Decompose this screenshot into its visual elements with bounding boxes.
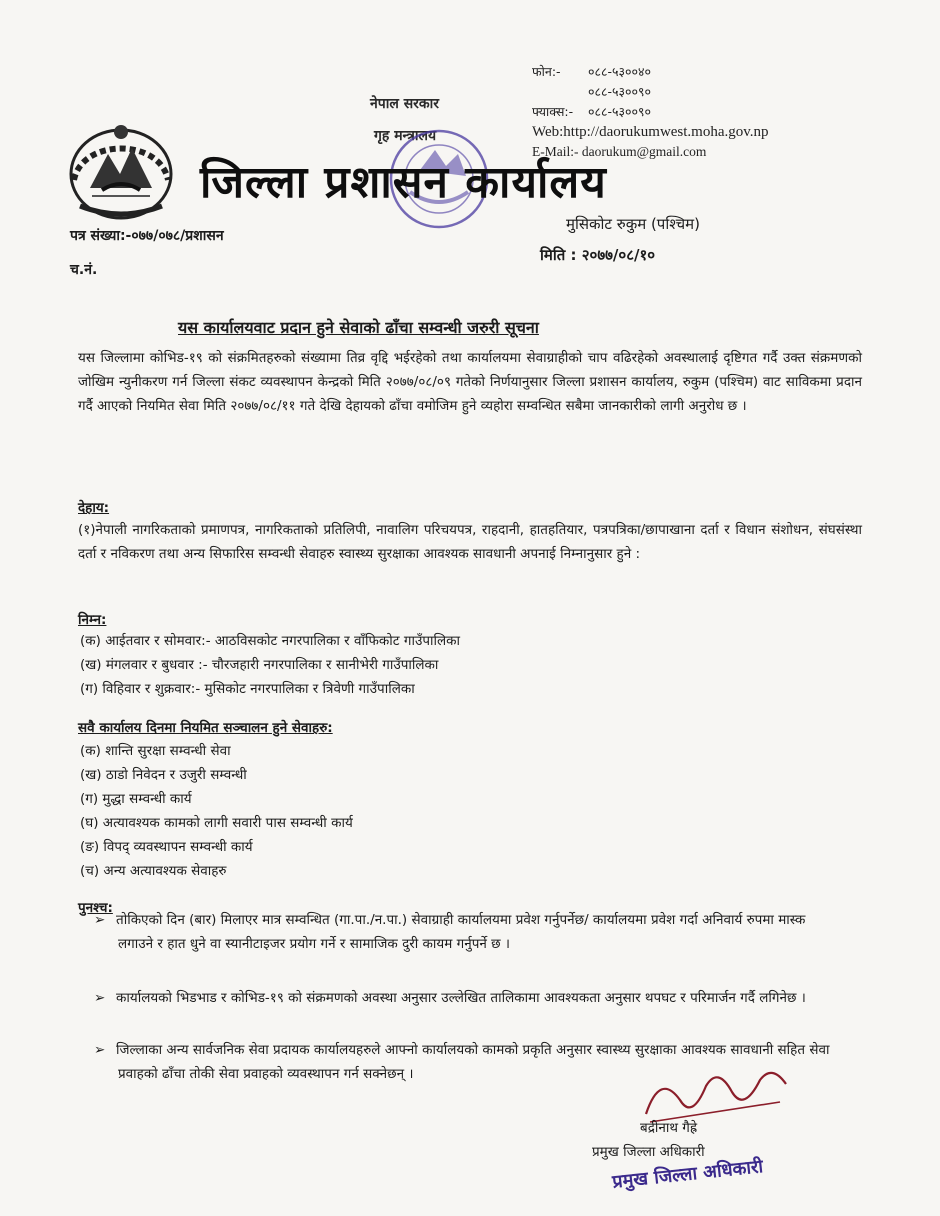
postscript-text: तोकिएको दिन (बार) मिलाएर मात्र सम्वन्धित (गा.पा./न.पा.) सेवाग्राही कार्यालयमा प्रवेश गर्नुपर्नेछ/ कार्यालयमा प्रवेश गर्दा अनिवार्य रुपमा मास्क लगाउने र हात धुने वा स्यानीटाइजर प्रयोग गर्ने र सामाजिक दुरी कायम गर्नुपर्ने छ । — [116, 912, 806, 952]
regular-service-item: (ङ) विपद् व्यवस्थापन सम्वन्धी कार्य — [80, 839, 253, 855]
phone-row-2 — [532, 82, 769, 102]
schedule-item: (क) आईतवार र सोमवार:- आठविसकोट नगरपालिका र वाँफिकोट गाउँपालिका — [80, 633, 461, 649]
letter-number: पत्र संख्या:-०७७/०७८/प्रशासन — [70, 228, 224, 244]
postscript-text: कार्यालयको भिडभाड र कोभिड-१९ को संक्रमणको अवस्था अनुसार उल्लेखित तालिकामा आवश्यकता अनुसार थपघट र परिमार्जन गर्दै लगिनेछ । — [116, 990, 806, 1006]
subject-title: यस कार्यालयवाट प्रदान हुने सेवाको ढाँचा सम्वन्धी जरुरी सूचना — [178, 318, 539, 337]
contact-block — [532, 62, 769, 162]
phone-number-2: ०८८-५३००९० — [587, 84, 651, 99]
dehay-paragraph: (१)नेपाली नागरिकताको प्रमाणपत्र, नागरिकताको प्रतिलिपी, नावालिग परिचयपत्र, राहदानी, हातहतियार, पत्रपत्रिका/छापाखाना दर्ता र विधान संशोधन, संघसंस्था दर्ता र नविकरण तथा अन्य सिफारिस सम्वन्धी सेवाहरु स्वास्थ्य सुरक्षाका आवश्यक सावधानी अपनाई निम्नानुसार हुने : — [78, 522, 862, 562]
email: E-Mail:- daorukum@gmail.com — [532, 144, 707, 159]
regular-service-item: (ख) ठाडो निवेदन र उजुरी सम्वन्धी — [80, 767, 247, 783]
phone-label: फोन:- — [532, 64, 561, 79]
arrow-bullet-icon: ➢ — [94, 990, 106, 1006]
regular-service-item: (ग) मुद्धा सम्वन्धी कार्य — [80, 791, 192, 807]
signatory-stamp: प्रमुख जिल्ला अधिकारी — [611, 1156, 765, 1193]
regular-services-heading: सवै कार्यालय दिनमा नियमित सञ्चालन हुने सेवाहरु: — [78, 720, 333, 736]
website: Web:http://daorukumwest.moha.gov.np — [532, 124, 769, 140]
regular-service-item: (क) शान्ति सुरक्षा सम्वन्धी सेवा — [80, 743, 231, 759]
office-location: मुसिकोट रुकुम (पश्चिम) — [566, 215, 700, 233]
intro-paragraph: यस जिल्लामा कोभिड-१९ को संक्रमितहरुको संख्यामा तिव्र वृद्दि भईरहेको तथा कार्यालयमा सेवाग्राहीको चाप वढिरहेको अवस्थालाई दृष्टिगत गर्दै उक्त संक्रमणको जोखिम न्युनीकरण गर्न जिल्ला संकट व्यवस्थापन केन्द्रको मिति २०७७/०८/०९ गतेको निर्णयानुसार जिल्ला प्रशासन कार्यालय, रुकुम (पश्चिम) वाट साविकमा प्रदान गर्दै आएको नियमित सेवा मिति २०७७/०८/११ गते देखि देहायको ढाँचा वमोजिम हुने व्यहोरा सम्वन्धित सबैमा जानकारीको लागी अनुरोध छ । — [78, 350, 862, 414]
regular-service-item: (घ) अत्यावश्यक कामको लागी सवारी पास सम्वन्धी कार्य — [80, 815, 353, 831]
phone-number-1: ०८८-५३००४० — [587, 64, 651, 79]
signatory-title: प्रमुख जिल्ला अधिकारी — [592, 1144, 705, 1160]
schedule-item: (ग) विहिवार र शुक्रवार:- मुसिकोट नगरपालिका र त्रिवेणी गाउँपालिका — [80, 681, 415, 697]
government-name: नेपाल सरकार — [370, 96, 440, 112]
nepal-emblem-icon — [62, 118, 180, 226]
signatory-name: बद्रीनाथ गैह्रे — [640, 1120, 698, 1136]
regular-service-item: (च) अन्य अत्यावश्यक सेवाहरु — [80, 863, 227, 879]
dehay-heading: देहाय: — [78, 500, 110, 516]
arrow-bullet-icon: ➢ — [94, 1042, 106, 1058]
fax-row — [532, 102, 769, 122]
office-title: जिल्ला प्रशासन कार्यालय — [200, 157, 607, 208]
schedule-item: (ख) मंगलवार र बुधवार :- चौरजहारी नगरपालिका र सानीभेरी गाउँपालिका — [80, 657, 439, 673]
letter-date: मिति : २०७७/०८/१० — [540, 246, 656, 264]
schedule-heading: निम्न: — [78, 612, 107, 628]
postscript-text: जिल्लाका अन्य सार्वजनिक सेवा प्रदायक कार्यालयहरुले आफ्नो कार्यालयको कामको प्रकृति अनुसार स्वास्थ्य सुरक्षाका आवश्यक सावधानी सहित सेवा प्रवाहको ढाँचा तोकी सेवा प्रवाहको व्यवस्थापन गर्न सक्नेछन् । — [116, 1042, 830, 1082]
fax-number: ०८८-५३००९० — [587, 104, 651, 119]
postscript-heading: पुनश्च: — [78, 900, 113, 916]
postscript-item — [94, 908, 838, 956]
arrow-bullet-icon: ➢ — [94, 912, 106, 928]
postscript-item — [94, 986, 838, 1010]
ministry-name: गृह मन्त्रालय — [374, 128, 437, 144]
dispatch-number: च.नं. — [70, 262, 98, 278]
fax-label: फ्याक्स:- — [532, 104, 574, 119]
phone-row — [532, 62, 769, 82]
